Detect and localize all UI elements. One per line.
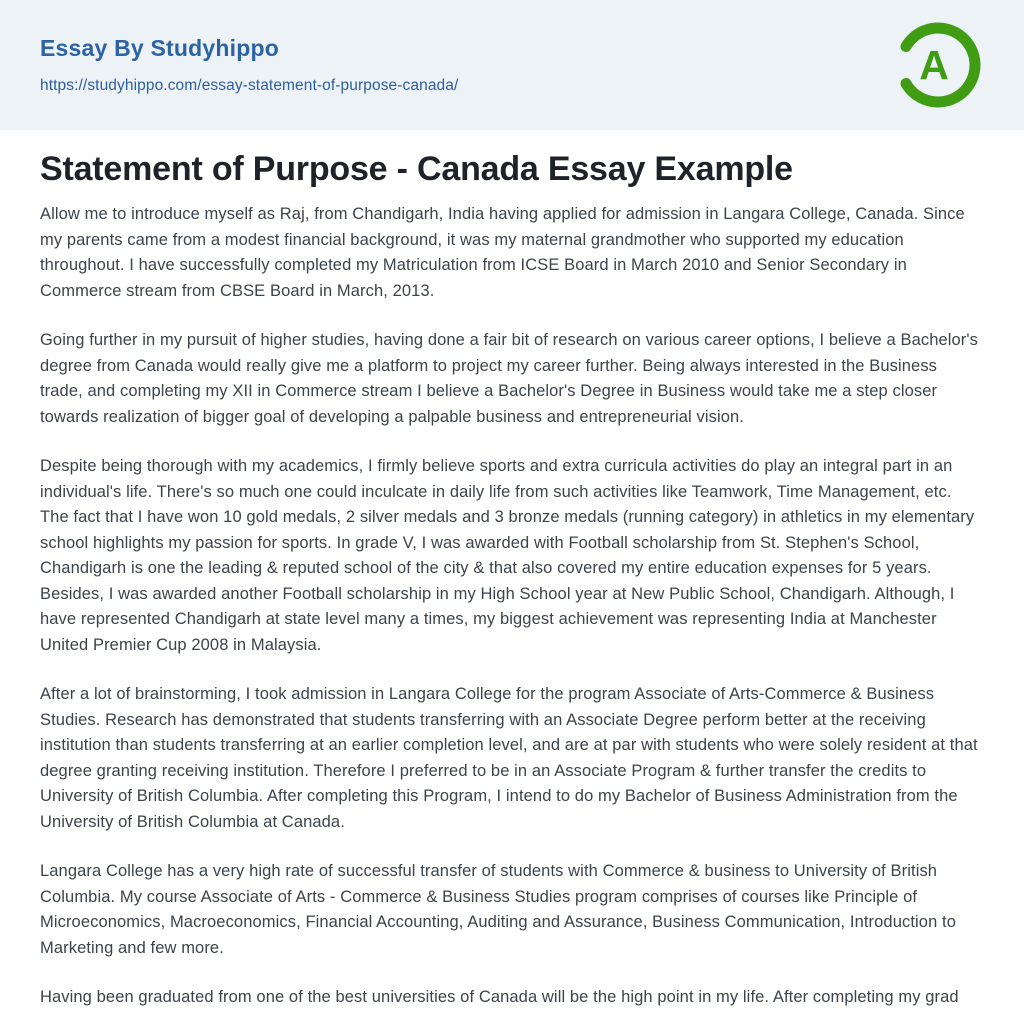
- essay-paragraph: After a lot of brainstorming, I took admission in Langara College for the program Associate of Arts-Commerce & Business Studies. Research has demonstrated that students transferring with an Associate Degree perform better at the receiving institution than students transferring at an earlier completion level, and are at par with students who were solely resident at that degree granting receiving institution. Therefore I preferred to be in an Associate Program & further transfer the credits to University of British Columbia. After completing this Program, I intend to do my Bachelor of Business Administration from the University of British Columbia at Canada.: [40, 685, 978, 831]
- essay-paragraph: Langara College has a very high rate of successful transfer of students with Commerce & business to University of British Columbia. My course Associate of Arts - Commerce & Business Studies program comprises of courses like Principle of Microeconomics, Macroeconomics, Financial Accounting, Auditing and Assurance, Business Communication, Introduction to Marketing and few more.: [40, 862, 956, 957]
- site-title: Essay By Studyhippo: [40, 35, 279, 61]
- logo-arc-icon: [890, 17, 986, 113]
- studyhippo-logo: [890, 17, 986, 113]
- essay-paragraph: Despite being thorough with my academics, I firmly believe sports and extra curricula activities do play an integral part in an individual's life. There's so much one could inculcate in daily life from such activities like Teamwork, Time Management, etc. The fact that I have won 10 gold medals, 2 silver medals and 3 bronze medals (running category) in athletics in my elementary school highlights my passion for sports. In grade V, I was awarded with Football scholarship from St. Stephen's School, Chandigarh is one the leading & reputed school of the city & that also covered my entire education expenses for 5 years. Besides, I was awarded another Football scholarship in my High School year at New Public School, Chandigarh. Although, I have represented Chandigarh at state level many a times, my biggest achievement was representing India at Manchester United Premier Cup 2008 in Malaysia.: [40, 457, 975, 654]
- essay-paragraph: Having been graduated from one of the best universities of Canada will be the high point in my life. After completing my grad: [40, 988, 959, 1006]
- essay-body: [40, 202, 984, 1011]
- page-header: [0, 0, 1024, 130]
- header-text-block: [40, 35, 458, 95]
- essay-paragraph: Allow me to introduce myself as Raj, from Chandigarh, India having applied for admission in Langara College, Canada. Since my parents came from a modest financial background, it was my maternal grandmother who supported my education throughout. I have successfully completed my Matriculation from ICSE Board in March 2010 and Senior Secondary in Commerce stream from CBSE Board in March, 2013.: [40, 205, 965, 300]
- essay-title: Statement of Purpose - Canada Essay Example: [40, 150, 793, 188]
- essay-paragraph: Going further in my pursuit of higher studies, having done a fair bit of research on various career options, I believe a Bachelor's degree from Canada would really give me a platform to project my career further. Being always interested in the Business trade, and completing my XII in Commerce stream I believe a Bachelor's Degree in Business would take me a step closer towards realization of bigger goal of developing a palpable business and entrepreneurial vision.: [40, 331, 979, 426]
- logo-letter: A: [919, 42, 949, 88]
- essay-url-link[interactable]: https://studyhippo.com/essay-statement-of-purpose-canada/: [40, 77, 459, 94]
- essay-content: [0, 130, 1024, 1011]
